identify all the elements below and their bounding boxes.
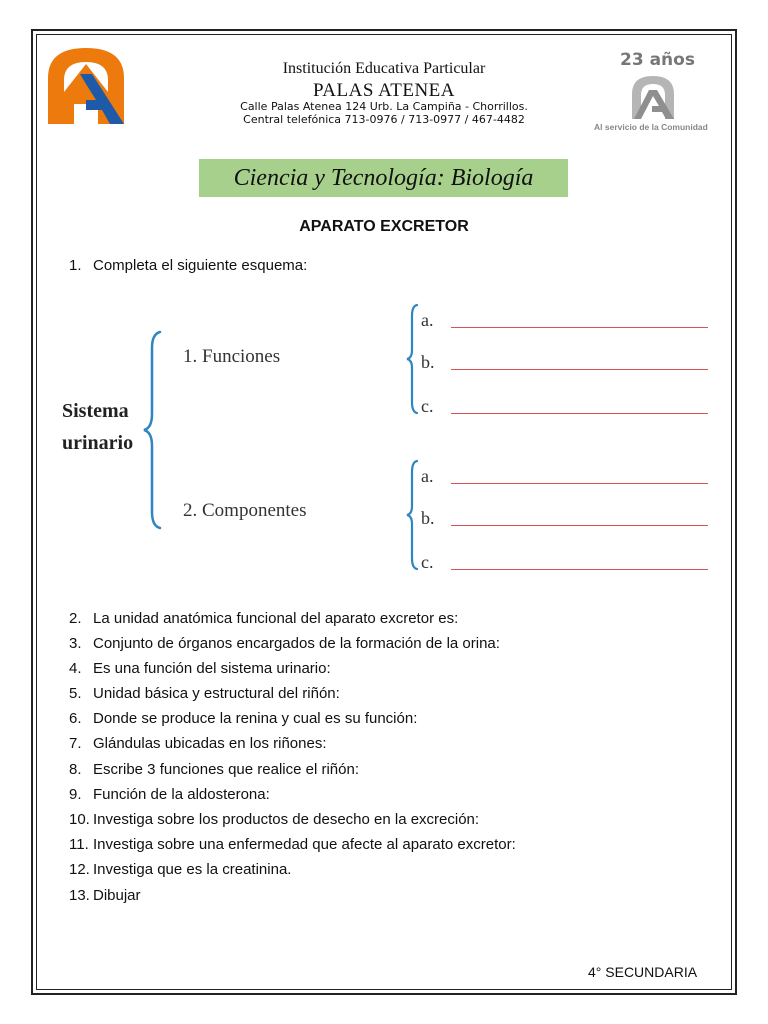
question-number: 12. [69, 861, 90, 878]
question-1 [69, 257, 307, 274]
question-text: Es una función del sistema urinario: [93, 660, 331, 677]
question-number: 6. [69, 710, 82, 727]
answer-line-funciones-a [451, 327, 708, 328]
question-item [69, 836, 516, 853]
question-item [69, 887, 141, 904]
main-brace-icon [140, 328, 170, 532]
anniversary-logo [590, 50, 714, 136]
question-item [69, 685, 340, 702]
question-number: 3. [69, 635, 82, 652]
question-text: Escribe 3 funciones que realice el riñón: [93, 761, 359, 778]
subject-banner: Ciencia y Tecnología: Biología [199, 159, 568, 197]
anniversary-years: 23 años [620, 50, 695, 70]
question-item [69, 660, 331, 677]
question-text: Conjunto de órganos encargados de la formación de la orina: [93, 635, 500, 652]
school-logo [46, 44, 128, 126]
question-item [69, 786, 270, 803]
question-item [69, 610, 458, 627]
componentes-brace-icon [403, 458, 423, 572]
page-title: APARATO EXCRETOR [299, 218, 469, 235]
question-text: Dibujar [93, 887, 141, 904]
question-number: 2. [69, 610, 82, 627]
question-text: Donde se produce la renina y cual es su función: [93, 710, 418, 727]
answer-line-funciones-b [451, 369, 708, 370]
question-number: 4. [69, 660, 82, 677]
school-name: PALAS ATENEA [312, 80, 455, 101]
answer-line-componentes-b [451, 525, 708, 526]
componentes-letter-c: c. [421, 552, 434, 572]
question-number: 8. [69, 761, 82, 778]
question-number: 11. [69, 836, 89, 853]
question-text: Glándulas ubicadas en los riñones: [93, 735, 327, 752]
school-address: Calle Palas Atenea 124 Urb. La Campiña - Chorrillos. [240, 100, 528, 113]
grade-footer: 4° SECUNDARIA [588, 964, 698, 980]
question-number: 13. [69, 887, 90, 904]
question-item [69, 710, 417, 727]
question-text: Unidad básica y estructural del riñón: [93, 685, 340, 702]
question-item [69, 811, 479, 828]
school-phones: Central telefónica 713-0976 / 713-0977 / 467-4482 [243, 113, 525, 126]
question-number: 1. [69, 257, 82, 274]
question-text: Investiga sobre los productos de desecho en la excreción: [93, 811, 480, 828]
componentes-letter-a: a. [421, 466, 434, 486]
schema-item-componentes: 2. Componentes [183, 500, 307, 521]
answer-line-funciones-c [451, 413, 708, 414]
answer-line-componentes-c [451, 569, 708, 570]
schema-item-funciones: 1. Funciones [183, 346, 281, 367]
question-text: Investiga que es la creatinina. [93, 861, 292, 878]
anniversary-emblem-icon [630, 74, 676, 120]
answer-line-componentes-a [451, 483, 708, 484]
anniversary-tagline: Al servicio de la Comunidad [594, 122, 708, 132]
question-number: 9. [69, 786, 82, 803]
question-item [69, 735, 326, 752]
question-number: 7. [69, 735, 82, 752]
funciones-letter-c: c. [421, 396, 434, 416]
funciones-letter-a: a. [421, 310, 434, 330]
question-number: 5. [69, 685, 82, 702]
question-item [69, 761, 359, 778]
funciones-brace-icon [403, 302, 423, 416]
question-text: Completa el siguiente esquema: [93, 257, 308, 274]
schema-main-label-line1: Sistema [62, 400, 129, 422]
question-text: La unidad anatómica funcional del aparato excretor es: [93, 610, 459, 627]
question-item [69, 861, 291, 878]
institution-type: Institución Educativa Particular [282, 60, 486, 77]
componentes-letter-b: b. [421, 508, 435, 528]
question-number: 10. [69, 811, 90, 828]
funciones-letter-b: b. [421, 352, 435, 372]
question-item [69, 635, 500, 652]
question-text: Función de la aldosterona: [93, 786, 270, 803]
schema-main-label-line2: urinario [62, 432, 134, 454]
question-text: Investiga sobre una enfermedad que afecte al aparato excretor: [93, 836, 516, 853]
